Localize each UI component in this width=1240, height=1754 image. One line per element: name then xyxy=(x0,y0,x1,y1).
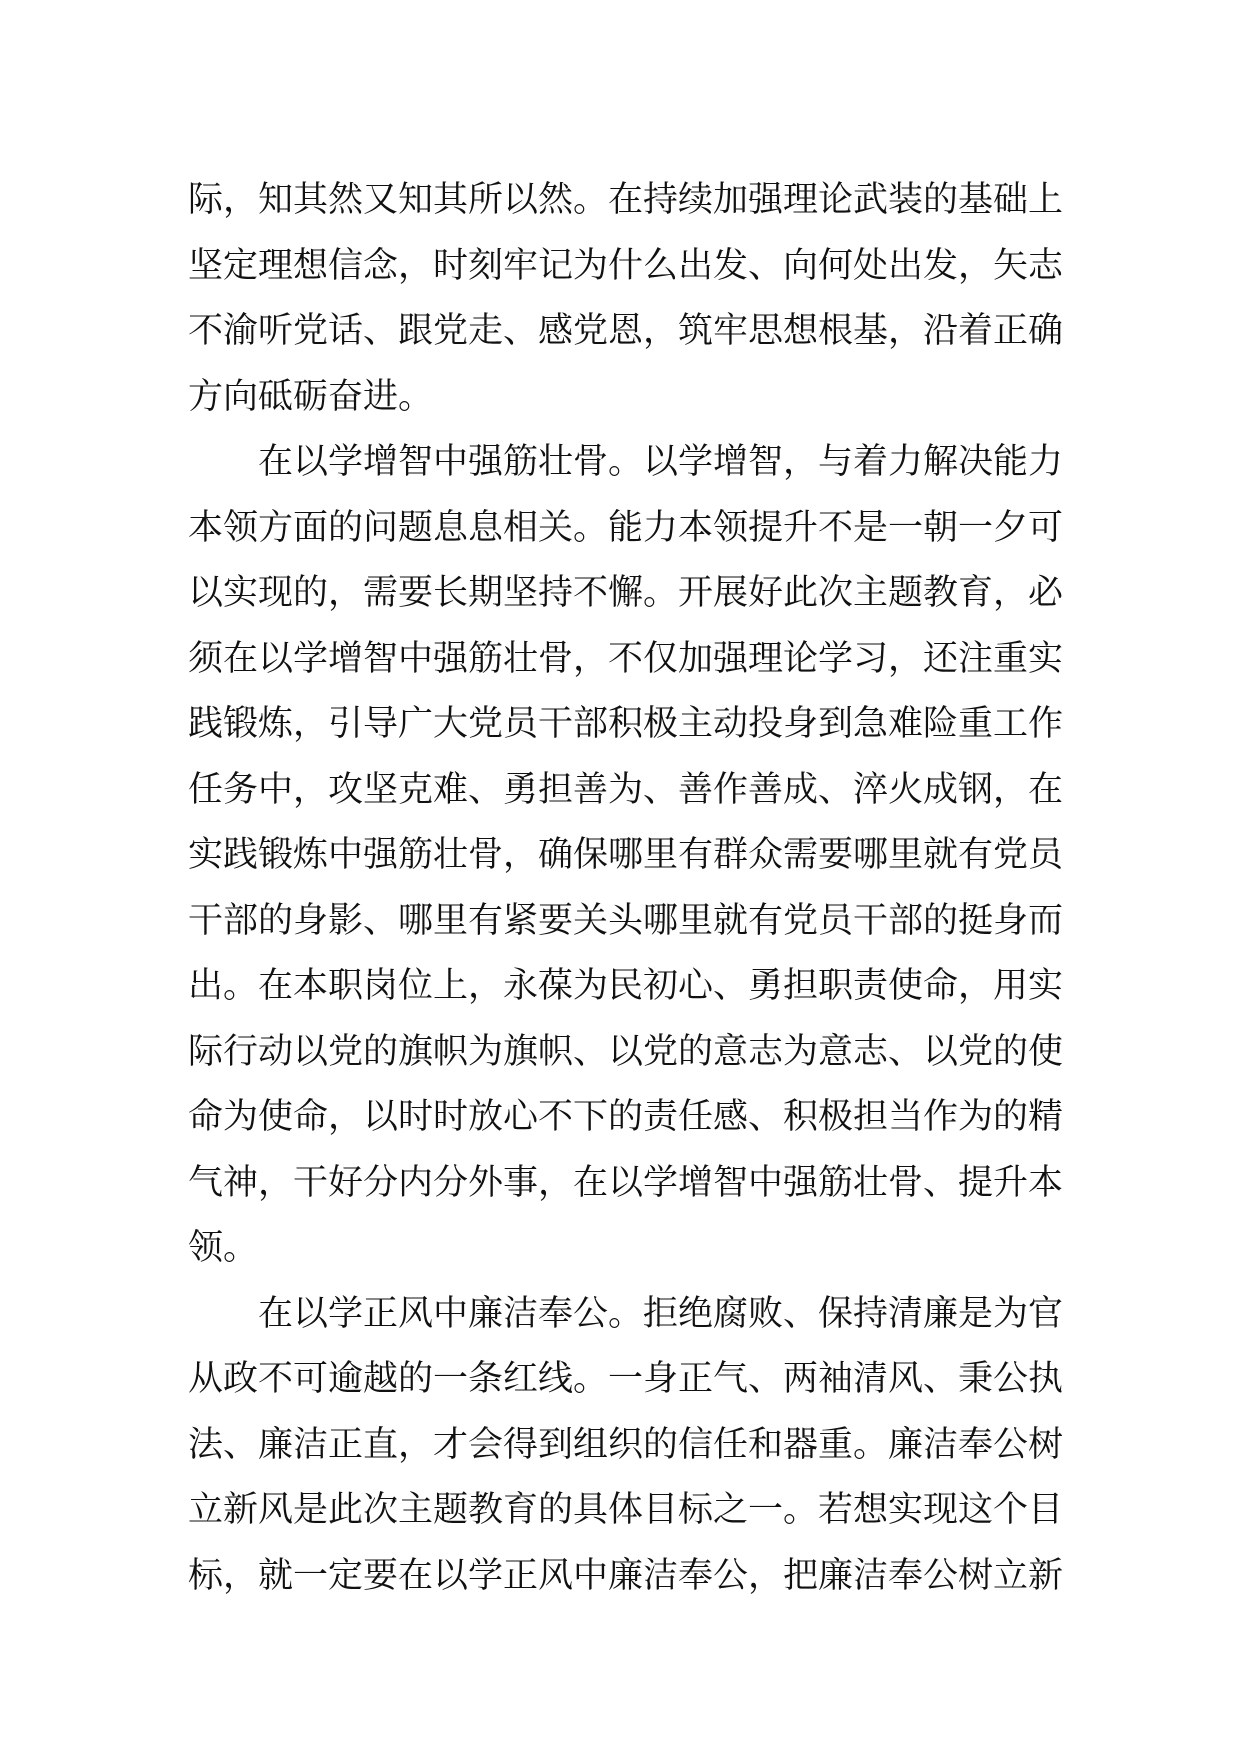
text-line: 出。在本职岗位上，永葆为民初心、勇担职责使命，用实 xyxy=(188,966,1064,1006)
text-line: 方向砥砺奋进。 xyxy=(188,376,434,417)
text-line: 本领方面的问题息息相关。能力本领提升不是一朝一夕可 xyxy=(188,507,1064,548)
text-line: 立新风是此次主题教育的具体目标之一。若想实现这个目 xyxy=(188,1490,1064,1530)
paragraph-heading-line: 在以学增智中强筋壮骨。以学增智，与着力解决能力 xyxy=(258,442,1064,482)
text-line: 实践锻炼中强筋壮骨，确保哪里有群众需要哪里就有党员 xyxy=(188,835,1064,875)
text-line: 践锻炼，引导广大党员干部积极主动投身到急难险重工作 xyxy=(188,704,1064,744)
text-line: 坚定理想信念，时刻牢记为什么出发、向何处出发，矢志 xyxy=(188,245,1064,286)
text-line: 干部的身影、哪里有紧要关头哪里就有党员干部的挺身而 xyxy=(188,900,1064,941)
text-line: 法、廉洁正直，才会得到组织的信任和器重。廉洁奉公树 xyxy=(188,1424,1064,1465)
text-line: 须在以学增智中强筋壮骨，不仅加强理论学习，还注重实 xyxy=(188,638,1064,679)
text-line: 从政不可逾越的一条红线。一身正气、两袖清风、秉公执 xyxy=(188,1359,1064,1399)
paragraph-heading-line: 在以学正风中廉洁奉公。拒绝腐败、保持清廉是为官 xyxy=(258,1293,1064,1334)
text-line: 际，知其然又知其所以然。在持续加强理论武装的基础上 xyxy=(188,180,1064,220)
text-line: 不渝听党话、跟党走、感党恩，筑牢思想根基，沿着正确 xyxy=(188,311,1064,351)
body-text xyxy=(188,168,1064,1609)
text-line: 任务中，攻坚克难、勇担善为、善作善成、淬火成钢，在 xyxy=(188,769,1064,810)
text-line: 标，就一定要在以学正风中廉洁奉公，把廉洁奉公树立新 xyxy=(188,1555,1064,1596)
text-line: 气神，干好分内分外事，在以学增智中强筋壮骨、提升本 xyxy=(188,1162,1064,1203)
text-line: 际行动以党的旗帜为旗帜、以党的意志为意志、以党的使 xyxy=(188,1031,1064,1072)
text-line: 命为使命，以时时放心不下的责任感、积极担当作为的精 xyxy=(188,1097,1064,1137)
text-line: 以实现的，需要长期坚持不懈。开展好此次主题教育，必 xyxy=(188,573,1064,613)
text-line: 领。 xyxy=(188,1228,259,1268)
